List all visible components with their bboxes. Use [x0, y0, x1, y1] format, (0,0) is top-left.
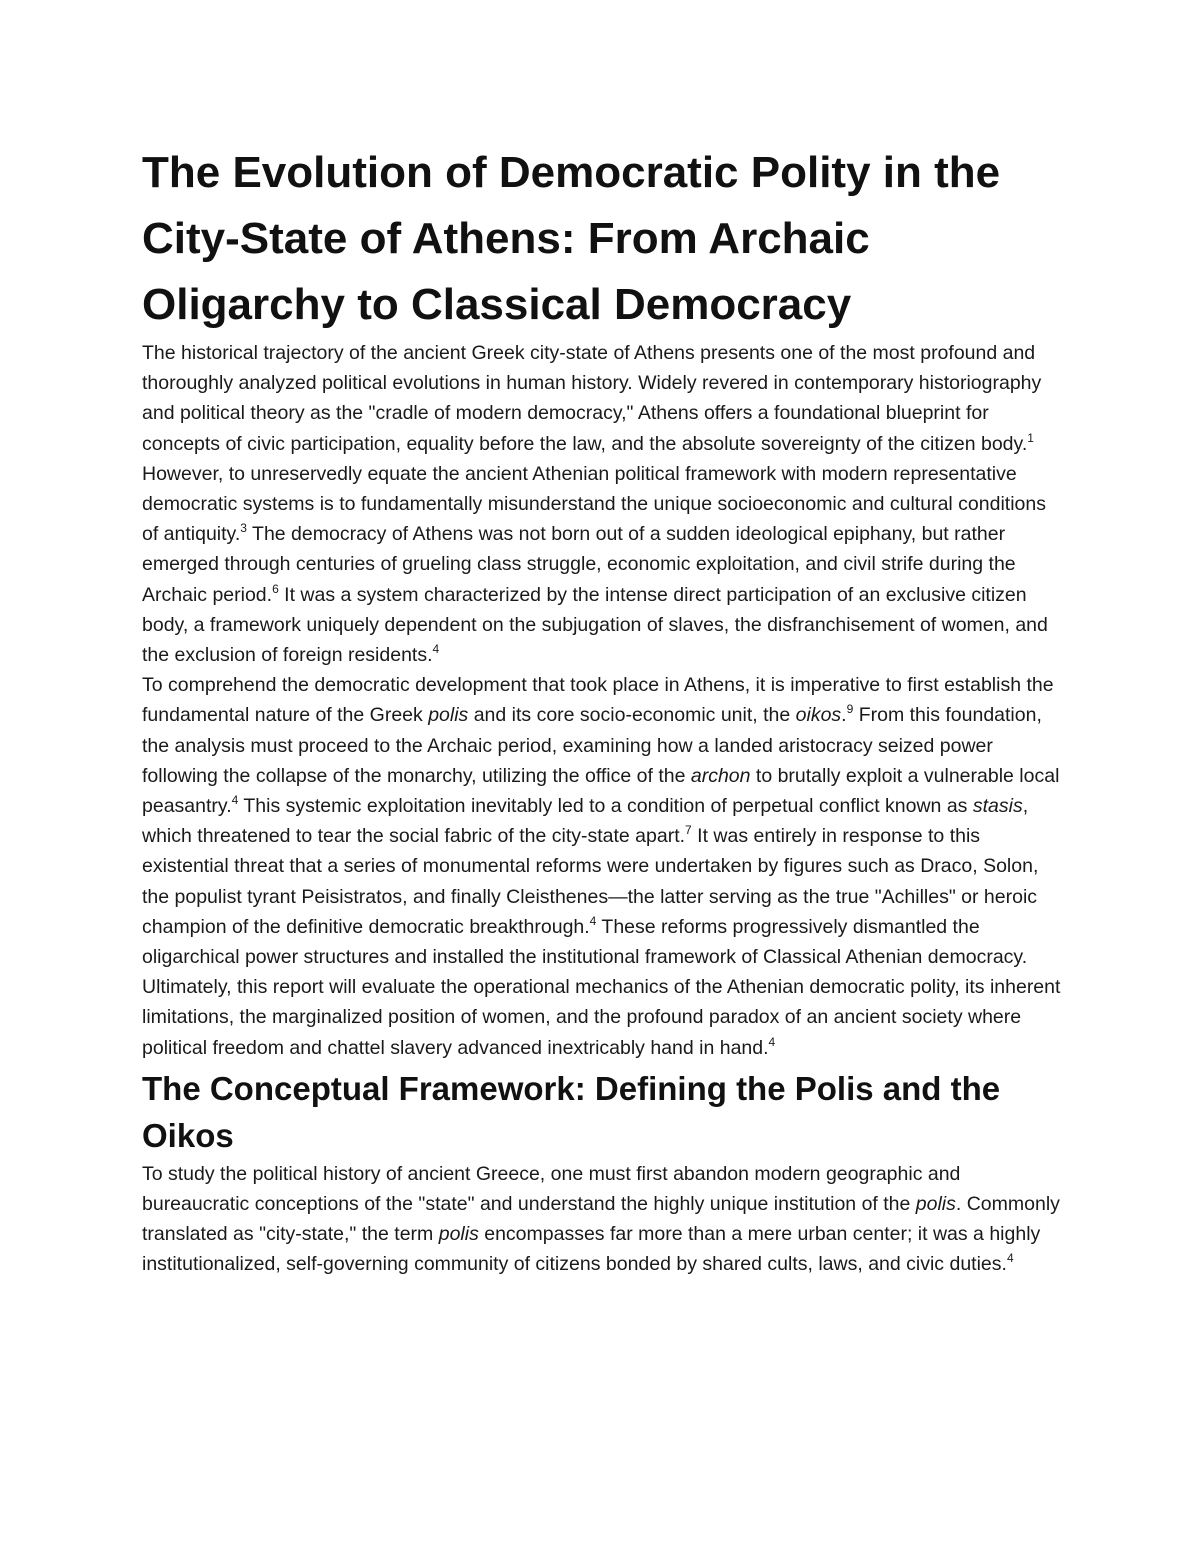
body-paragraph: [142, 338, 1067, 670]
text-run: It was a system characterized by the intense direct participation of an exclusive citizen body, a framework uniquely dependent on the subjugation of slaves, the disfranchisement of women, and the exclusion of foreign residents.: [142, 583, 1048, 667]
italic-term: polis: [438, 1223, 479, 1246]
body-paragraph: [142, 1159, 1067, 1280]
footnote-marker: 6: [272, 581, 279, 596]
text-run: These reforms progressively dismantled the oligarchical power structures and installed the institutional framework of Classical Athenian democracy. Ultimately, this report will evaluate the operational mechanics of the Athenian democratic polity, its inherent limitations, the marginalized position of women, and the profound paradox of an ancient society where political freedom and chattel slavery advanced inextricably hand in hand.: [142, 915, 1061, 1059]
italic-term: stasis: [972, 795, 1023, 818]
footnote-marker: 3: [240, 521, 247, 536]
text-run: .: [841, 704, 847, 727]
italic-term: polis: [915, 1193, 956, 1216]
text-run: . Commonly translated as "city-state," the term: [142, 1193, 1060, 1246]
footnote-marker: 4: [231, 793, 239, 808]
document-title: The Evolution of Democratic Polity in the City-State of Athens: From Archaic Oligarchy to Classical Democracy: [142, 148, 1001, 329]
text-run: to brutally exploit a vulnerable local peasantry.: [142, 764, 1060, 818]
text-run: From this foundation, the analysis must proceed to the Archaic period, examining how a landed aristocracy seized power following the collapse of the monarchy, utilizing the office of the: [142, 704, 1042, 787]
footnote-marker: 4: [432, 642, 440, 657]
italic-term: archon: [690, 764, 751, 787]
text-run: , which threatened to tear the social fabric of the city-state apart.: [142, 795, 1029, 848]
document-page: [142, 138, 1067, 1280]
italic-term: oikos: [795, 704, 842, 727]
footnote-marker: 4: [589, 913, 597, 928]
text-run: The democracy of Athens was not born out of a sudden ideological epiphany, but rather emerged through centuries of grueling class struggle, economic exploitation, and civil strife during the Archaic period.: [142, 523, 1016, 606]
text-run: This systemic exploitation inevitably led to a condition of perpetual conflict known as: [238, 795, 973, 818]
footnote-marker: 4: [1006, 1251, 1014, 1266]
text-run: To study the political history of ancient Greece, one must first abandon modern geographic and bureaucratic conceptions of the "state" and understand the highly unique institution of the: [142, 1162, 961, 1216]
text-run: encompasses far more than a mere urban center; it was a highly institutionalized, self-governing community of citizens bonded by shared cults, laws, and civic duties.: [142, 1223, 1041, 1276]
section-heading: The Conceptual Framework: Defining the Polis and the Oikos: [142, 1069, 1001, 1154]
body-paragraph: [142, 670, 1067, 1063]
footnote-marker: 7: [685, 823, 692, 838]
text-run: and its core socio-economic unit, the: [468, 704, 796, 727]
text-run: However, to unreservedly equate the ancient Athenian political framework with modern representative democratic systems is to fundamentally misunderstand the unique socioeconomic and cultural conditions of antiquity.: [142, 462, 1046, 546]
footnote-marker: 4: [768, 1034, 776, 1049]
text-run: The historical trajectory of the ancient Greek city-state of Athens presents one of the most profound and thoroughly analyzed political evolutions in human history. Widely revered in contemporary historiography and political theory as the "cradle of modern democracy," Athens offers a foundational blueprint for concepts of civic participation, equality before the law, and the absolute sovereignty of the citizen body.: [142, 342, 1042, 455]
text-run: To comprehend the democratic development that took place in Athens, it is imperative to first establish the fundamental nature of the Greek: [142, 674, 1054, 727]
footnote-marker: 1: [1027, 430, 1034, 445]
italic-term: polis: [428, 704, 469, 727]
footnote-marker: 9: [846, 702, 854, 717]
text-run: It was entirely in response to this existential threat that a series of monumental reforms were undertaken by figures such as Draco, Solon, the populist tyrant Peisistratos, and finally Cleisthenes—the latter serving as the true "Achilles" or heroic champion of the definitive democratic breakthrough.: [142, 825, 1039, 938]
